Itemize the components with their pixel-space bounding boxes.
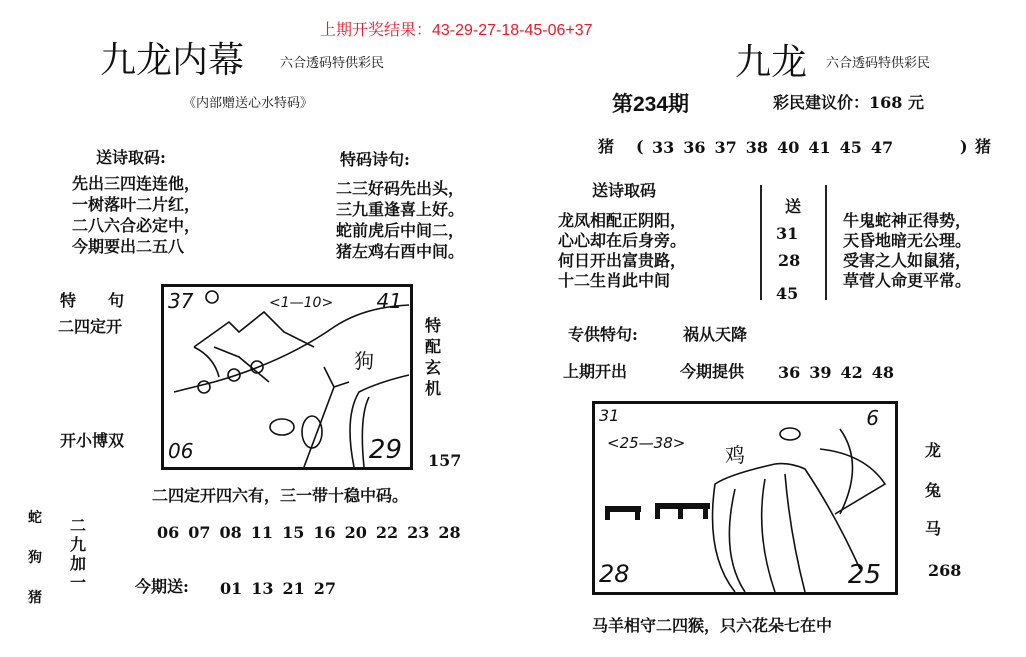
- picture-top-right: 6: [866, 406, 879, 430]
- picture-animal: 鸡: [725, 443, 745, 467]
- special-heading: 特 句: [60, 291, 125, 310]
- number: 20: [344, 523, 367, 542]
- poem-line: 受害之人如鼠猪，: [843, 251, 972, 270]
- number: 42: [840, 363, 863, 382]
- side-number: 157: [428, 451, 462, 470]
- footer-verse: 马羊相守二四猴，只六花朵七在中: [592, 616, 833, 635]
- char: 配: [425, 337, 442, 356]
- sketch-picture-left: [161, 284, 413, 470]
- last-result: 上期开奖结果：43-29-27-18-45-06+37: [320, 22, 593, 39]
- send-label-right: 送: [785, 197, 802, 216]
- right-poem-heading: 送诗取码: [592, 181, 657, 200]
- zodiac-1: 蛇: [28, 510, 42, 526]
- number: 39: [809, 363, 832, 382]
- side-vertical-text: [425, 315, 441, 399]
- provide-label: 今期提供: [680, 362, 745, 381]
- pig-left: 猪: [598, 137, 615, 156]
- side-zodiac: 马: [925, 519, 942, 538]
- poem-line: 三九重逢喜上好。: [336, 200, 465, 219]
- char: 玄: [425, 358, 442, 377]
- poem-line: 二八六合必定中，: [72, 216, 201, 235]
- divider: [825, 185, 827, 300]
- special-label: 专供特句:: [568, 325, 638, 344]
- paren-open: (: [636, 137, 644, 156]
- left-title: 九龙内幕: [100, 40, 245, 81]
- poem-line: 心心却在后身旁。: [558, 231, 687, 250]
- picture-bottom-right: 29: [368, 435, 402, 465]
- number: 06: [157, 523, 180, 542]
- provide-numbers: [778, 362, 903, 383]
- pig-numbers: [652, 137, 902, 158]
- poem-line: 天昏地暗无公理。: [843, 231, 972, 250]
- poem-line: 猪左鸡右酉中间。: [336, 242, 465, 261]
- send-number: 28: [778, 251, 801, 270]
- number: 16: [313, 523, 336, 542]
- number: 11: [250, 523, 274, 542]
- picture-bottom-left: 06: [168, 439, 194, 463]
- right-poem-right: [843, 211, 971, 291]
- number: 36: [683, 138, 706, 157]
- poem-line: 今期要出二五八: [72, 237, 185, 256]
- send-number: 45: [776, 284, 799, 303]
- sketch-picture-right: [592, 401, 898, 595]
- picture-top-right: 41: [376, 289, 402, 313]
- number: 37: [714, 138, 737, 157]
- poem-line: 何日开出富贵路，: [558, 251, 687, 270]
- poem-line: 一树落叶二片红，: [72, 195, 201, 214]
- pig-right: 猪: [975, 137, 992, 156]
- number: 22: [375, 523, 399, 542]
- number: 28: [438, 523, 461, 542]
- vertical-phrase: [70, 516, 86, 592]
- price: 彩民建议价：168 元: [773, 93, 924, 112]
- number: 45: [839, 138, 862, 157]
- paren-close: ): [960, 137, 968, 156]
- number: 01: [220, 579, 243, 598]
- picture-bottom-right: 25: [847, 560, 881, 590]
- number: 48: [871, 363, 895, 382]
- hint: 开小博双: [60, 431, 125, 450]
- number: 15: [282, 523, 305, 542]
- poem1: [72, 173, 200, 257]
- picture-range: <25—38>: [607, 434, 686, 452]
- side-zodiac: 兔: [925, 481, 942, 500]
- picture-bottom-left: 28: [599, 560, 630, 588]
- special-value: 祸从天降: [683, 325, 748, 344]
- picture-range: <1—10>: [269, 295, 334, 311]
- char: 机: [425, 379, 442, 398]
- send-numbers: [220, 578, 345, 599]
- verse: 二四定开四六有，三一带十稳中码。: [152, 486, 409, 505]
- issue: 第234期: [612, 93, 690, 116]
- last-label: 上期开出: [563, 362, 628, 381]
- number: 23: [407, 523, 430, 542]
- zodiac-2: 狗: [28, 550, 42, 566]
- divider: [760, 185, 762, 300]
- poem2-heading: 特码诗句:: [340, 150, 410, 169]
- number: 21: [282, 579, 305, 598]
- picture-animal: 狗: [354, 349, 374, 373]
- poem-line: 蛇前虎后中间二，: [336, 221, 465, 240]
- number: 36: [778, 363, 801, 382]
- right-subtitle: 六合透码特供彩民: [826, 56, 931, 71]
- poem-line: 龙凤相配正阴阳，: [558, 211, 687, 230]
- zodiac-3: 猪: [28, 590, 42, 606]
- char: 加: [70, 554, 87, 573]
- right-title: 九龙: [735, 42, 808, 83]
- number: 40: [777, 138, 800, 157]
- char: 九: [70, 535, 87, 554]
- picture-top-left: 31: [599, 406, 620, 425]
- number: 38: [745, 138, 769, 157]
- tagline: 《内部赠送心水特码》: [183, 96, 314, 111]
- side-number: 268: [928, 561, 962, 580]
- char: 特: [425, 316, 442, 335]
- side-zodiac: 龙: [925, 441, 942, 460]
- poem-line: 十二生肖此中间: [558, 271, 671, 290]
- char: 二: [70, 516, 87, 535]
- special-line: 二四定开: [58, 317, 123, 336]
- number: 47: [870, 138, 894, 157]
- poem1-heading: 送诗取码:: [96, 148, 166, 167]
- number: 27: [313, 579, 337, 598]
- number-list: [157, 522, 470, 543]
- poem-line: 先出三四连连他，: [72, 174, 201, 193]
- number: 07: [188, 523, 211, 542]
- right-poem-left: [558, 211, 686, 291]
- poem-line: 二三好码先出头，: [336, 179, 465, 198]
- poem2: [336, 178, 464, 262]
- number: 41: [808, 138, 831, 157]
- left-subtitle: 六合透码特供彩民: [280, 56, 385, 71]
- number: 33: [652, 138, 675, 157]
- picture-top-left: 37: [168, 289, 194, 313]
- send-label: 今期送:: [135, 577, 189, 596]
- send-number: 31: [776, 224, 799, 243]
- char: 一: [70, 573, 87, 592]
- number: 13: [251, 579, 274, 598]
- poem-line: 牛鬼蛇神正得势，: [843, 211, 972, 230]
- number: 08: [219, 523, 242, 542]
- poem-line: 草菅人命更平常。: [843, 271, 972, 290]
